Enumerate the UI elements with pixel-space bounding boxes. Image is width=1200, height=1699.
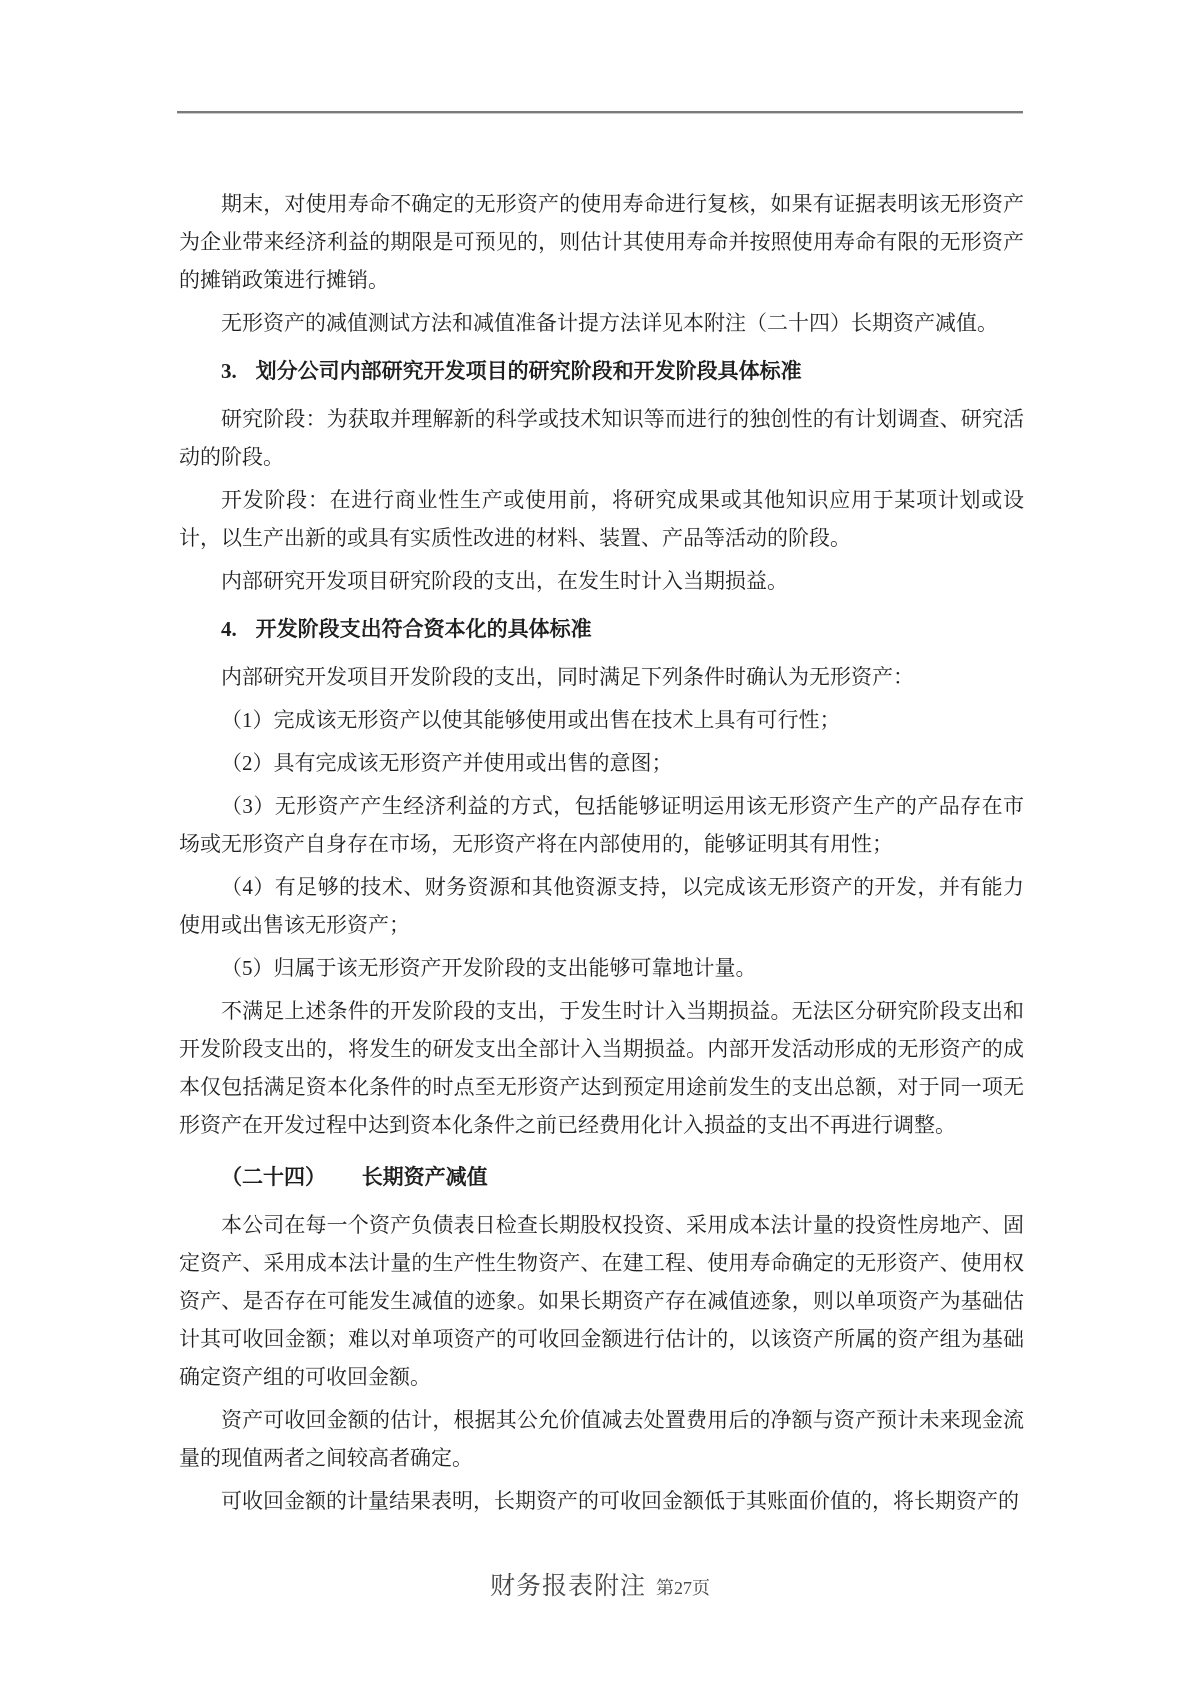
heading-title: 开发阶段支出符合资本化的具体标准: [255, 617, 592, 641]
heading-title: 长期资产减值: [361, 1165, 488, 1189]
section-heading-3: [179, 352, 1024, 390]
document-content: [179, 180, 1024, 1525]
paragraph-useful-life-review: 期末，对使用寿命不确定的无形资产的使用寿命进行复核，如果有证据表明该无形资产为企业带来经济利益的期限是可预见的，则估计其使用寿命并按照使用寿命有限的无形资产的摊销政策进行摊销。: [179, 192, 1024, 292]
paragraph-recoverable-amount: 资产可收回金额的估计，根据其公允价值减去处置费用后的净额与资产预计未来现金流量的现值两者之间较高者确定。: [179, 1408, 1024, 1470]
paragraph-research-expenditure: 内部研究开发项目研究阶段的支出，在发生时计入当期损益。: [221, 569, 788, 593]
section-heading-4: [179, 610, 1024, 648]
paragraph-impairment-provision: 可收回金额的计量结果表明，长期资产的可收回金额低于其账面价值的，将长期资产的: [221, 1489, 1019, 1513]
footer-page-number: 第27页: [656, 1578, 710, 1598]
header-divider: [177, 111, 1023, 114]
paragraph-research-phase: 研究阶段：为获取并理解新的科学或技术知识等而进行的独创性的有计划调查、研究活动的阶段。: [179, 407, 1024, 469]
list-item-condition-1: （1）完成该无形资产以使其能够使用或出售在技术上具有可行性；: [221, 708, 841, 732]
list-item-condition-3: （3）无形资产产生经济利益的方式，包括能够证明运用该无形资产生产的产品存在市场或无形资产自身存在市场，无形资产将在内部使用的，能够证明其有用性；: [179, 794, 1024, 856]
heading-number: （二十四）: [221, 1165, 326, 1189]
list-item-condition-4: （4）有足够的技术、财务资源和其他资源支持，以完成该无形资产的开发，并有能力使用或出售该无形资产；: [179, 875, 1024, 937]
paragraph-impairment-test: 本公司在每一个资产负债表日检查长期股权投资、采用成本法计量的投资性房地产、固定资产、采用成本法计量的生产性生物资产、在建工程、使用寿命确定的无形资产、使用权资产、是否存在可能发生减值的迹象。如果长期资产存在减值迹象，则以单项资产为基础估计其可收回金额；难以对单项资产的可收回金额进行估计的，以该资产所属的资产组为基础确定资产组的可收回金额。: [179, 1213, 1024, 1389]
list-item-condition-5: （5）归属于该无形资产开发阶段的支出能够可靠地计量。: [221, 956, 757, 980]
paragraph-impairment-reference: 无形资产的减值测试方法和减值准备计提方法详见本附注（二十四）长期资产减值。: [221, 311, 998, 335]
page-footer: [0, 1566, 1200, 1602]
heading-title: 划分公司内部研究开发项目的研究阶段和开发阶段具体标准: [255, 359, 802, 383]
paragraph-development-phase: 开发阶段：在进行商业性生产或使用前，将研究成果或其他知识应用于某项计划或设计，以生产出新的或具有实质性改进的材料、装置、产品等活动的阶段。: [179, 488, 1024, 550]
heading-number: 4.: [221, 617, 237, 641]
section-heading-24: [179, 1158, 1024, 1196]
paragraph-expense-treatment: 不满足上述条件的开发阶段的支出，于发生时计入当期损益。无法区分研究阶段支出和开发阶段支出的，将发生的研发支出全部计入当期损益。内部开发活动形成的无形资产的成本仅包括满足资本化条件的时点至无形资产达到预定用途前发生的支出总额，对于同一项无形资产在开发过程中达到资本化条件之前已经费用化计入损益的支出不再进行调整。: [179, 999, 1024, 1137]
footer-title: 财务报表附注: [489, 1573, 646, 1600]
paragraph-capitalization-intro: 内部研究开发项目开发阶段的支出，同时满足下列条件时确认为无形资产：: [221, 665, 914, 689]
list-item-condition-2: （2）具有完成该无形资产并使用或出售的意图；: [221, 751, 673, 775]
heading-number: 3.: [221, 359, 237, 383]
